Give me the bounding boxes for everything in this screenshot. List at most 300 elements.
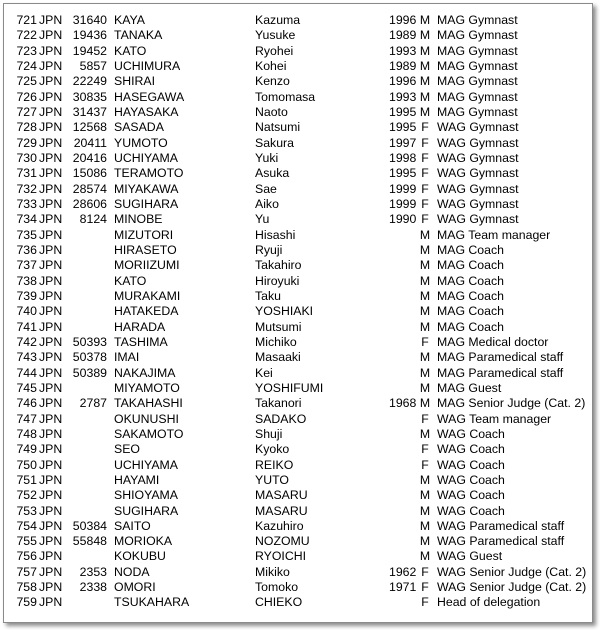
table-row xyxy=(9,549,589,564)
entry-number: 724 xyxy=(16,58,37,73)
last-name: SHIRAI xyxy=(114,74,155,89)
sex: M xyxy=(419,396,431,411)
role: MAG Coach xyxy=(437,288,504,303)
first-name: Naoto xyxy=(255,104,288,119)
country-code: JPN xyxy=(39,380,63,395)
country-code: JPN xyxy=(39,227,63,242)
sex: M xyxy=(419,503,431,518)
last-name: KATO xyxy=(114,43,147,58)
last-name: MURAKAMI xyxy=(114,288,181,303)
last-name: MIYAMOTO xyxy=(114,380,180,395)
table-row xyxy=(9,289,589,304)
role: MAG Gymnast xyxy=(437,104,518,119)
birth-year: 1997 xyxy=(389,135,417,150)
first-name: Ryohei xyxy=(255,43,294,58)
license-number: 8124 xyxy=(79,212,107,227)
role: WAG Team manager xyxy=(437,411,552,426)
country-code: JPN xyxy=(39,304,63,319)
table-row xyxy=(9,228,589,243)
country-code: JPN xyxy=(39,350,63,365)
role: MAG Gymnast xyxy=(437,89,518,104)
license-number: 5857 xyxy=(79,58,107,73)
sex: M xyxy=(419,319,431,334)
role: WAG Paramedical staff xyxy=(437,534,565,549)
last-name: HAYAMI xyxy=(114,472,160,487)
sex: M xyxy=(419,518,431,533)
sex: M xyxy=(419,104,431,119)
table-row xyxy=(9,396,589,411)
table-row xyxy=(9,120,589,135)
country-code: JPN xyxy=(39,503,63,518)
sex: M xyxy=(419,350,431,365)
license-number: 20416 xyxy=(72,150,107,165)
role: MAG Medical doctor xyxy=(437,334,549,349)
sex: M xyxy=(419,242,431,257)
country-code: JPN xyxy=(39,120,63,135)
entry-number: 737 xyxy=(16,258,37,273)
license-number: 55848 xyxy=(72,534,107,549)
last-name: SUGIHARA xyxy=(114,503,179,518)
birth-year: 1971 xyxy=(389,580,417,595)
sex: F xyxy=(421,595,429,610)
role: MAG Coach xyxy=(437,242,504,257)
first-name: Takanori xyxy=(255,396,302,411)
entry-number: 751 xyxy=(16,472,37,487)
last-name: MORIOKA xyxy=(114,534,173,549)
birth-year: 1962 xyxy=(389,564,417,579)
entry-number: 728 xyxy=(16,120,37,135)
role: MAG Gymnast xyxy=(437,13,518,27)
role: MAG Paramedical staff xyxy=(437,350,564,365)
last-name: HASEGAWA xyxy=(114,89,185,104)
country-code: JPN xyxy=(39,595,63,610)
entry-number: 741 xyxy=(16,319,37,334)
last-name: HARADA xyxy=(114,319,166,334)
country-code: JPN xyxy=(39,319,63,334)
last-name: TANAKA xyxy=(114,28,163,43)
first-name: Hiroyuki xyxy=(255,273,300,288)
first-name: Taku xyxy=(255,288,281,303)
last-name: MIZUTORI xyxy=(114,227,174,242)
last-name: KAYA xyxy=(114,13,145,27)
table-row xyxy=(9,381,589,396)
country-code: JPN xyxy=(39,89,63,104)
sex: M xyxy=(419,365,431,380)
table-row xyxy=(9,519,589,534)
table-row xyxy=(9,595,589,610)
birth-year: 1990 xyxy=(389,212,417,227)
sex: M xyxy=(419,13,431,27)
country-code: JPN xyxy=(39,288,63,303)
country-code: JPN xyxy=(39,74,63,89)
country-code: JPN xyxy=(39,28,63,43)
first-name: Tomoko xyxy=(255,580,299,595)
last-name: UCHIMURA xyxy=(114,58,181,73)
table-row xyxy=(9,304,589,319)
role: WAG Senior Judge (Cat. 2) xyxy=(437,564,587,579)
sex: F xyxy=(421,334,429,349)
role: WAG Coach xyxy=(437,426,505,441)
table-row xyxy=(9,350,589,365)
last-name: NODA xyxy=(114,564,150,579)
sex: M xyxy=(419,43,431,58)
first-name: REIKO xyxy=(255,457,294,472)
sex: M xyxy=(419,58,431,73)
entry-number: 725 xyxy=(16,74,37,89)
first-name: Shuji xyxy=(255,426,283,441)
license-number: 50384 xyxy=(72,518,107,533)
last-name: SHIOYAMA xyxy=(114,488,178,503)
sex: F xyxy=(421,196,429,211)
role: MAG Coach xyxy=(437,258,504,273)
entry-number: 729 xyxy=(16,135,37,150)
last-name: TERAMOTO xyxy=(114,166,184,181)
first-name: Yu xyxy=(255,212,270,227)
country-code: JPN xyxy=(39,426,63,441)
sex: F xyxy=(421,135,429,150)
role: WAG Coach xyxy=(437,457,505,472)
sex: M xyxy=(419,534,431,549)
sex: M xyxy=(419,258,431,273)
birth-year: 1995 xyxy=(389,120,417,135)
role: WAG Coach xyxy=(437,472,505,487)
table-row xyxy=(9,366,589,381)
first-name: SADAKO xyxy=(255,411,307,426)
license-number: 31437 xyxy=(72,104,107,119)
role: MAG Coach xyxy=(437,319,504,334)
first-name: Yusuke xyxy=(255,28,296,43)
table-row xyxy=(9,458,589,473)
sex: M xyxy=(419,488,431,503)
first-name: Sakura xyxy=(255,135,294,150)
entry-number: 757 xyxy=(16,564,37,579)
license-number: 28606 xyxy=(72,196,107,211)
entry-number: 738 xyxy=(16,273,37,288)
sex: M xyxy=(419,273,431,288)
country-code: JPN xyxy=(39,43,63,58)
license-number: 19436 xyxy=(72,28,107,43)
sex: M xyxy=(419,227,431,242)
role: MAG Paramedical staff xyxy=(437,365,564,380)
entry-number: 742 xyxy=(16,334,37,349)
entry-number: 749 xyxy=(16,442,37,457)
last-name: HAYASAKA xyxy=(114,104,179,119)
license-number: 31640 xyxy=(72,13,107,27)
table-row xyxy=(9,442,589,457)
license-number: 50378 xyxy=(72,350,107,365)
entry-number: 752 xyxy=(16,488,37,503)
entry-number: 744 xyxy=(16,365,37,380)
role: WAG Gymnast xyxy=(437,120,519,135)
country-code: JPN xyxy=(39,212,63,227)
table-row xyxy=(9,59,589,74)
table-row xyxy=(9,151,589,166)
registration-list xyxy=(9,13,589,611)
table-row xyxy=(9,320,589,335)
sex: F xyxy=(421,411,429,426)
table-row xyxy=(9,166,589,181)
last-name: KOKUBU xyxy=(114,549,166,564)
last-name: SASADA xyxy=(114,120,164,135)
first-name: YUTO xyxy=(255,472,289,487)
country-code: JPN xyxy=(39,258,63,273)
sex: F xyxy=(421,150,429,165)
last-name: SAITO xyxy=(114,518,151,533)
entry-number: 723 xyxy=(16,43,37,58)
last-name: IMAI xyxy=(114,350,140,365)
last-name: TSUKAHARA xyxy=(114,595,190,610)
country-code: JPN xyxy=(39,442,63,457)
table-row xyxy=(9,488,589,503)
table-row xyxy=(9,243,589,258)
country-code: JPN xyxy=(39,457,63,472)
entry-number: 732 xyxy=(16,181,37,196)
entry-number: 747 xyxy=(16,411,37,426)
birth-year: 1996 xyxy=(389,74,417,89)
last-name: UCHIYAMA xyxy=(114,150,178,165)
first-name: YOSHIAKI xyxy=(255,304,314,319)
entry-number: 759 xyxy=(16,595,37,610)
role: WAG Guest xyxy=(437,549,503,564)
role: MAG Coach xyxy=(437,273,504,288)
country-code: JPN xyxy=(39,196,63,211)
first-name: Michiko xyxy=(255,334,297,349)
first-name: Hisashi xyxy=(255,227,296,242)
table-row xyxy=(9,136,589,151)
table-row xyxy=(9,74,589,89)
country-code: JPN xyxy=(39,273,63,288)
entry-number: 755 xyxy=(16,534,37,549)
country-code: JPN xyxy=(39,564,63,579)
table-row xyxy=(9,565,589,580)
country-code: JPN xyxy=(39,549,63,564)
birth-year: 1999 xyxy=(389,181,417,196)
license-number: 50389 xyxy=(72,365,107,380)
country-code: JPN xyxy=(39,242,63,257)
birth-year: 1968 xyxy=(389,396,417,411)
role: MAG Gymnast xyxy=(437,74,518,89)
country-code: JPN xyxy=(39,58,63,73)
entry-number: 722 xyxy=(16,28,37,43)
country-code: JPN xyxy=(39,411,63,426)
entry-number: 745 xyxy=(16,380,37,395)
role: MAG Senior Judge (Cat. 2) xyxy=(437,396,586,411)
table-row xyxy=(9,13,589,28)
role: Head of delegation xyxy=(437,595,541,610)
entry-number: 758 xyxy=(16,580,37,595)
first-name: Kohei xyxy=(255,58,287,73)
entry-number: 739 xyxy=(16,288,37,303)
entry-number: 754 xyxy=(16,518,37,533)
first-name: MASARU xyxy=(255,503,308,518)
role: MAG Team manager xyxy=(437,227,551,242)
last-name: TAKAHASHI xyxy=(114,396,183,411)
role: WAG Gymnast xyxy=(437,181,519,196)
table-row xyxy=(9,335,589,350)
last-name: SAKAMOTO xyxy=(114,426,184,441)
first-name: Aiko xyxy=(255,196,279,211)
role: WAG Gymnast xyxy=(437,135,519,150)
license-number: 30835 xyxy=(72,89,107,104)
table-row xyxy=(9,212,589,227)
first-name: Kyoko xyxy=(255,442,290,457)
country-code: JPN xyxy=(39,365,63,380)
entry-number: 750 xyxy=(16,457,37,472)
birth-year: 1995 xyxy=(389,104,417,119)
last-name: HIRASETO xyxy=(114,242,177,257)
entry-number: 726 xyxy=(16,89,37,104)
first-name: Tomomasa xyxy=(255,89,316,104)
first-name: Masaaki xyxy=(255,350,301,365)
first-name: Kenzo xyxy=(255,74,290,89)
role: MAG Coach xyxy=(437,304,504,319)
sex: F xyxy=(421,120,429,135)
sex: F xyxy=(421,580,429,595)
role: MAG Gymnast xyxy=(437,58,518,73)
sex: M xyxy=(419,28,431,43)
table-row xyxy=(9,258,589,273)
country-code: JPN xyxy=(39,534,63,549)
table-row xyxy=(9,412,589,427)
last-name: UCHIYAMA xyxy=(114,457,178,472)
license-number: 2338 xyxy=(79,580,107,595)
first-name: Natsumi xyxy=(255,120,301,135)
country-code: JPN xyxy=(39,472,63,487)
role: MAG Guest xyxy=(437,380,502,395)
country-code: JPN xyxy=(39,135,63,150)
country-code: JPN xyxy=(39,13,63,27)
last-name: TASHIMA xyxy=(114,334,168,349)
table-row xyxy=(9,473,589,488)
role: MAG Gymnast xyxy=(437,28,518,43)
birth-year: 1993 xyxy=(389,89,417,104)
sex: M xyxy=(419,74,431,89)
role: WAG Gymnast xyxy=(437,196,519,211)
sex: F xyxy=(421,166,429,181)
birth-year: 1989 xyxy=(389,28,417,43)
last-name: SUGIHARA xyxy=(114,196,179,211)
last-name: YUMOTO xyxy=(114,135,168,150)
last-name: MIYAKAWA xyxy=(114,181,179,196)
entry-number: 748 xyxy=(16,426,37,441)
role: WAG Coach xyxy=(437,442,505,457)
birth-year: 1996 xyxy=(389,13,417,27)
role: WAG Gymnast xyxy=(437,212,519,227)
document-frame xyxy=(3,3,593,623)
entry-number: 736 xyxy=(16,242,37,257)
role: MAG Gymnast xyxy=(437,43,518,58)
entry-number: 731 xyxy=(16,166,37,181)
entry-number: 746 xyxy=(16,396,37,411)
sex: F xyxy=(421,457,429,472)
license-number: 2787 xyxy=(79,396,107,411)
sex: M xyxy=(419,89,431,104)
country-code: JPN xyxy=(39,518,63,533)
table-row xyxy=(9,44,589,59)
sex: F xyxy=(421,212,429,227)
birth-year: 1993 xyxy=(389,43,417,58)
first-name: CHIEKO xyxy=(255,595,303,610)
table-row xyxy=(9,427,589,442)
sex: M xyxy=(419,380,431,395)
entry-number: 730 xyxy=(16,150,37,165)
first-name: Mikiko xyxy=(255,564,290,579)
table-row xyxy=(9,105,589,120)
first-name: Sae xyxy=(255,181,277,196)
last-name: NAKAJIMA xyxy=(114,365,176,380)
entry-number: 734 xyxy=(16,212,37,227)
first-name: MASARU xyxy=(255,488,308,503)
table-row xyxy=(9,504,589,519)
sex: F xyxy=(421,442,429,457)
country-code: JPN xyxy=(39,396,63,411)
table-row xyxy=(9,197,589,212)
license-number: 19452 xyxy=(72,43,107,58)
table-row xyxy=(9,534,589,549)
country-code: JPN xyxy=(39,334,63,349)
sex: F xyxy=(421,181,429,196)
role: WAG Senior Judge (Cat. 2) xyxy=(437,580,587,595)
entry-number: 740 xyxy=(16,304,37,319)
entry-number: 743 xyxy=(16,350,37,365)
first-name: Kazuma xyxy=(255,13,301,27)
sex: M xyxy=(419,288,431,303)
first-name: YOSHIFUMI xyxy=(255,380,324,395)
license-number: 50393 xyxy=(72,334,107,349)
last-name: KATO xyxy=(114,273,147,288)
license-number: 12568 xyxy=(72,120,107,135)
entry-number: 735 xyxy=(16,227,37,242)
first-name: Takahiro xyxy=(255,258,302,273)
table-row xyxy=(9,274,589,289)
last-name: HATAKEDA xyxy=(114,304,179,319)
first-name: Kazuhiro xyxy=(255,518,304,533)
country-code: JPN xyxy=(39,181,63,196)
country-code: JPN xyxy=(39,150,63,165)
role: WAG Gymnast xyxy=(437,166,519,181)
last-name: OKUNUSHI xyxy=(114,411,179,426)
license-number: 20411 xyxy=(73,135,107,150)
entry-number: 721 xyxy=(16,13,37,27)
last-name: MINOBE xyxy=(114,212,163,227)
country-code: JPN xyxy=(39,488,63,503)
license-number: 15086 xyxy=(72,166,107,181)
entry-number: 727 xyxy=(16,104,37,119)
license-number: 2353 xyxy=(79,564,107,579)
table-row xyxy=(9,28,589,43)
last-name: SEO xyxy=(114,442,140,457)
table-row xyxy=(9,580,589,595)
sex: F xyxy=(421,564,429,579)
birth-year: 1989 xyxy=(389,58,417,73)
country-code: JPN xyxy=(39,166,63,181)
birth-year: 1995 xyxy=(389,166,417,181)
license-number: 28574 xyxy=(72,181,107,196)
first-name: Asuka xyxy=(255,166,290,181)
sex: M xyxy=(419,472,431,487)
first-name: Yuki xyxy=(255,150,279,165)
entry-number: 753 xyxy=(16,503,37,518)
role: WAG Paramedical staff xyxy=(437,518,565,533)
table-row xyxy=(9,182,589,197)
country-code: JPN xyxy=(39,580,63,595)
country-code: JPN xyxy=(39,104,63,119)
first-name: NOZOMU xyxy=(255,534,310,549)
first-name: RYOICHI xyxy=(255,549,307,564)
table-row xyxy=(9,90,589,105)
role: WAG Gymnast xyxy=(437,150,519,165)
sex: M xyxy=(419,304,431,319)
